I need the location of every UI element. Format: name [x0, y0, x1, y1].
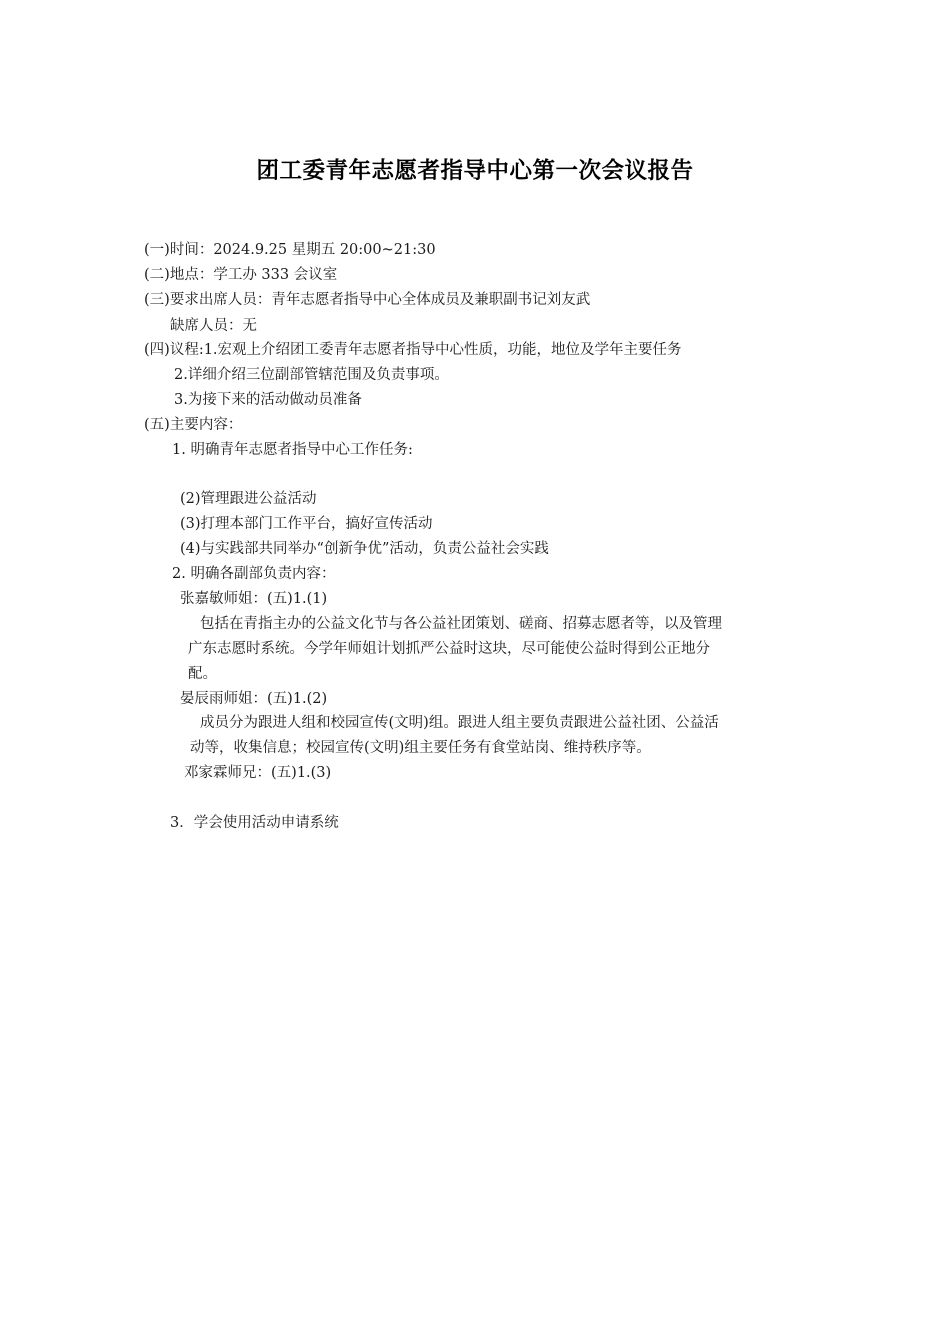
task-item-4: (4)与实践部共同举办“创新争优”活动，负责公益社会实践 — [180, 541, 549, 557]
item-1-heading: 1. 明确青年志愿者指导中心工作任务: — [172, 442, 413, 458]
main-content-heading: (五)主要内容： — [144, 417, 243, 433]
person-1-desc-line-3: 配。 — [188, 666, 217, 682]
absent-members: 缺席人员：无 — [170, 318, 257, 334]
meeting-time: (一)时间：2024.9.25 星期五 20:00~21:30 — [144, 242, 436, 258]
agenda-item-1: (四)议程:1.宏观上介绍团工委青年志愿者指导中心性质，功能，地位及学年主要任务 — [144, 342, 682, 358]
agenda-item-3: 3.为接下来的活动做动员准备 — [174, 392, 362, 408]
meeting-place: (二)地点：学工办 333 会议室 — [144, 267, 338, 283]
person-2-name: 晏辰雨师姐：(五)1.(2) — [180, 691, 328, 707]
person-3-name: 邓家霖师兄：(五)1.(3) — [184, 765, 332, 781]
task-item-2: (2)管理跟进公益活动 — [180, 491, 317, 507]
item-2-heading: 2. 明确各副部负责内容： — [172, 566, 336, 582]
document-title: 团工委青年志愿者指导中心第一次会议报告 — [256, 158, 694, 184]
person-2-desc-line-2: 动等，收集信息；校园宣传(文明)组主要任务有食堂站岗、维持秩序等。 — [190, 740, 651, 756]
person-1-desc-line-1: 包括在青指主办的公益文化节与各公益社团策划、磋商、招募志愿者等，以及管理 — [200, 616, 722, 632]
item-3-heading: 3．学会使用活动申请系统 — [170, 815, 339, 831]
person-2-desc-line-1: 成员分为跟进人组和校园宣传(文明)组。跟进人组主要负责跟进公益社团、公益活 — [200, 715, 719, 731]
required-attendees: (三)要求出席人员：青年志愿者指导中心全体成员及兼职副书记刘友武 — [144, 292, 591, 308]
task-item-3: (3)打理本部门工作平台，搞好宣传活动 — [180, 516, 433, 532]
agenda-item-2: 2.详细介绍三位副部管辖范围及负责事项。 — [174, 367, 449, 383]
person-1-name: 张嘉敏师姐：(五)1.(1) — [180, 591, 328, 607]
person-1-desc-line-2: 广东志愿时系统。今学年师姐计划抓严公益时这块，尽可能使公益时得到公正地分 — [188, 641, 710, 657]
